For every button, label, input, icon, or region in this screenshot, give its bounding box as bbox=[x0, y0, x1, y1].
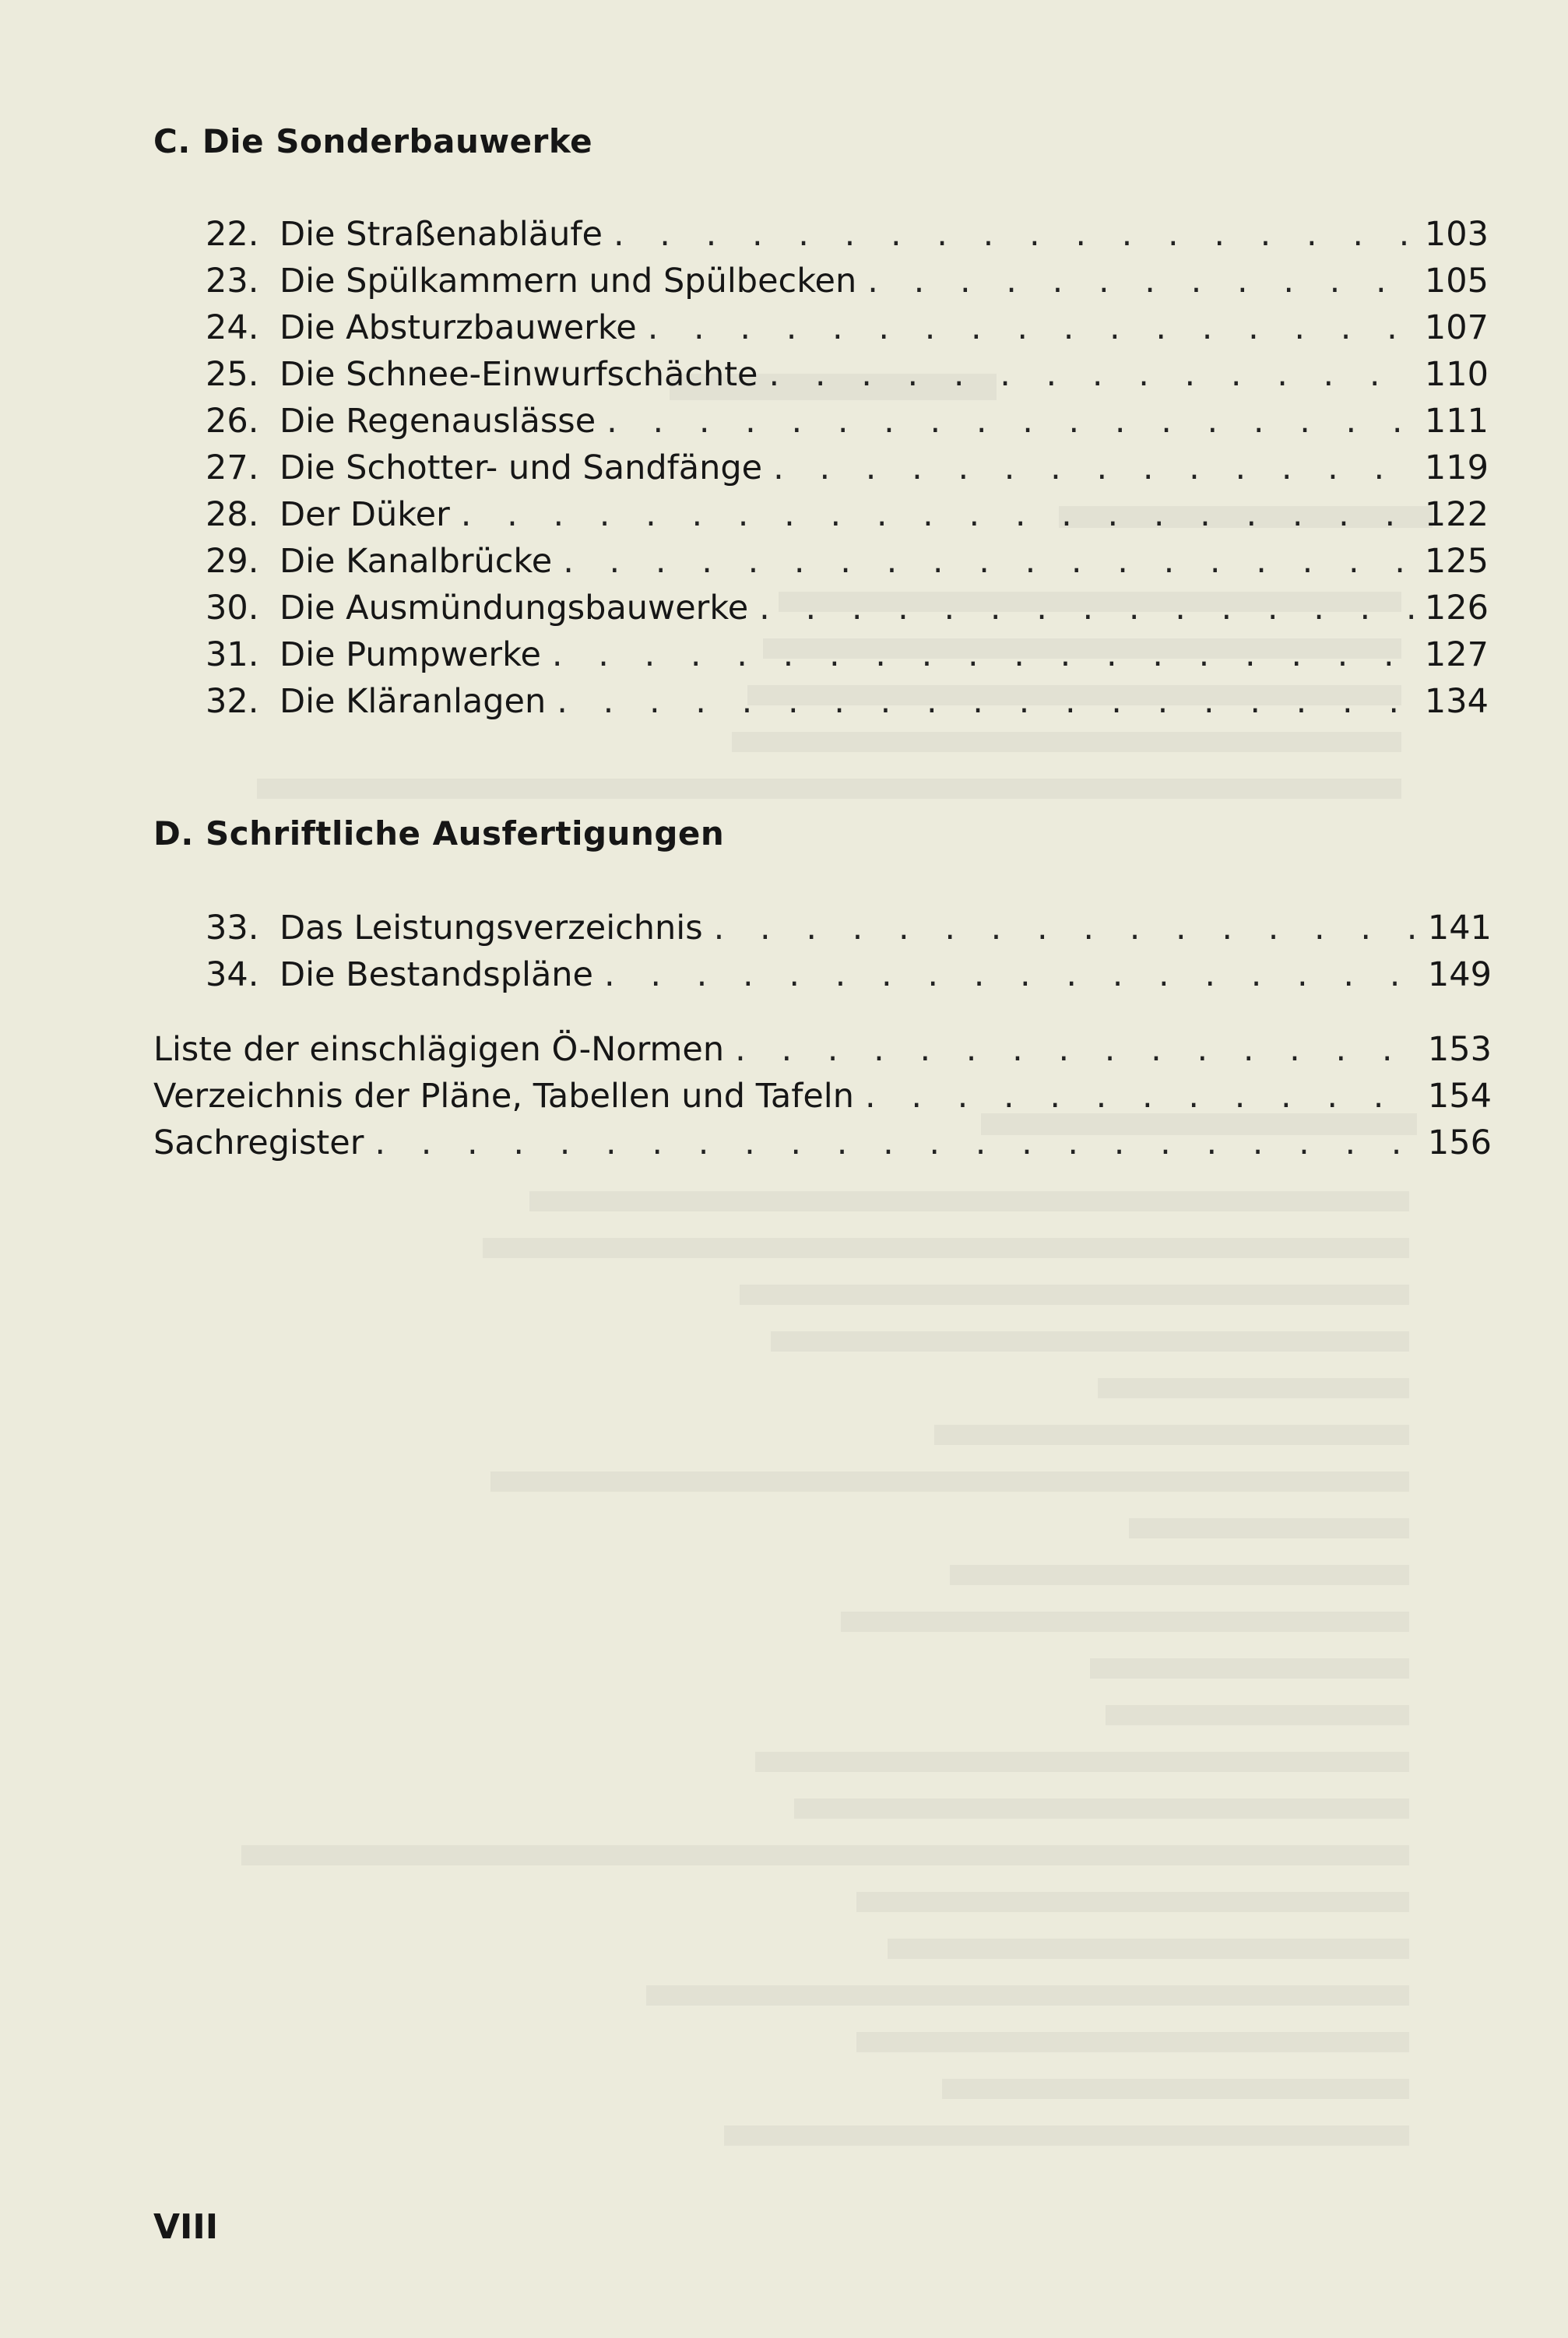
entry-number: 25. bbox=[206, 355, 259, 394]
entry-number: 23. bbox=[206, 262, 259, 301]
entry-number: 31. bbox=[206, 635, 259, 674]
toc-entry bbox=[206, 905, 1492, 951]
entry-number: 33. bbox=[206, 909, 259, 948]
entry-title: Liste der einschlägigen Ö-Normen bbox=[153, 1030, 725, 1069]
toc-entry bbox=[206, 258, 1489, 304]
entry-number: 26. bbox=[206, 402, 259, 441]
entry-number: 27. bbox=[206, 448, 259, 487]
entry-page: 111 bbox=[1424, 402, 1489, 441]
entry-page: 126 bbox=[1424, 589, 1489, 628]
entry-title: Sachregister bbox=[153, 1123, 364, 1162]
entry-page: 127 bbox=[1424, 635, 1489, 674]
entry-page: 134 bbox=[1424, 682, 1489, 721]
entry-title: Die Pumpwerke bbox=[279, 635, 541, 674]
dot-leader bbox=[867, 262, 1414, 301]
dot-leader bbox=[648, 308, 1414, 347]
entry-number: 28. bbox=[206, 495, 259, 534]
dot-leader bbox=[374, 1123, 1417, 1162]
entry-title: Die Absturzbauwerke bbox=[279, 308, 637, 347]
entry-number: 32. bbox=[206, 682, 259, 721]
entry-title: Die Spülkammern und Spülbecken bbox=[279, 262, 857, 301]
dot-leader bbox=[865, 1077, 1417, 1116]
toc-entry bbox=[206, 538, 1489, 585]
toc-entry bbox=[206, 304, 1489, 351]
toc-entry bbox=[153, 1026, 1492, 1073]
dot-leader bbox=[759, 589, 1414, 628]
toc-entry bbox=[206, 951, 1492, 998]
toc-entry bbox=[153, 1073, 1492, 1120]
dot-leader bbox=[773, 448, 1414, 487]
entry-title: Das Leistungsverzeichnis bbox=[279, 909, 703, 948]
toc-entry bbox=[153, 1120, 1492, 1166]
dot-leader bbox=[552, 635, 1414, 674]
entry-title: Verzeichnis der Pläne, Tabellen und Tafeln bbox=[153, 1077, 854, 1116]
section-heading-d: D. Schriftliche Ausfertigungen bbox=[153, 814, 725, 853]
dot-leader bbox=[563, 542, 1414, 581]
entry-title: Die Kläranlagen bbox=[279, 682, 547, 721]
entry-title: Die Bestandspläne bbox=[279, 955, 593, 994]
entry-page: 149 bbox=[1427, 955, 1492, 994]
entry-title: Die Straßenabläufe bbox=[279, 215, 603, 254]
entry-page: 153 bbox=[1427, 1030, 1492, 1069]
entry-number: 24. bbox=[206, 308, 259, 347]
page-number: VIII bbox=[153, 2207, 219, 2247]
toc-entry bbox=[206, 678, 1489, 725]
toc-entry bbox=[206, 631, 1489, 678]
toc-entry bbox=[206, 211, 1489, 258]
toc-entry bbox=[206, 351, 1489, 398]
toc-entry bbox=[206, 491, 1489, 538]
toc-entry bbox=[206, 445, 1489, 491]
entry-title: Die Regenauslässe bbox=[279, 402, 596, 441]
entry-page: 122 bbox=[1424, 495, 1489, 534]
section-heading-c: C. Die Sonderbauwerke bbox=[153, 122, 593, 160]
dot-leader bbox=[461, 495, 1414, 534]
dot-leader bbox=[769, 355, 1414, 394]
entry-number: 34. bbox=[206, 955, 259, 994]
entry-page: 103 bbox=[1424, 215, 1489, 254]
entry-page: 141 bbox=[1427, 909, 1492, 948]
entry-page: 156 bbox=[1427, 1123, 1492, 1162]
entry-number: 30. bbox=[206, 589, 259, 628]
entry-page: 107 bbox=[1424, 308, 1489, 347]
entry-page: 105 bbox=[1424, 262, 1489, 301]
entry-page: 125 bbox=[1424, 542, 1489, 581]
dot-leader bbox=[714, 909, 1417, 948]
dot-leader bbox=[557, 682, 1414, 721]
entry-page: 119 bbox=[1424, 448, 1489, 487]
dot-leader bbox=[604, 955, 1417, 994]
entry-page: 110 bbox=[1424, 355, 1489, 394]
entry-page: 154 bbox=[1427, 1077, 1492, 1116]
toc-entry bbox=[206, 585, 1489, 631]
entry-number: 29. bbox=[206, 542, 259, 581]
dot-leader bbox=[606, 402, 1414, 441]
entry-title: Die Kanalbrücke bbox=[279, 542, 553, 581]
entry-title: Der Düker bbox=[279, 495, 450, 534]
toc-entry bbox=[206, 398, 1489, 445]
entry-title: Die Ausmündungsbauwerke bbox=[279, 589, 749, 628]
entry-number: 22. bbox=[206, 215, 259, 254]
entry-title: Die Schotter- und Sandfänge bbox=[279, 448, 763, 487]
dot-leader bbox=[735, 1030, 1417, 1069]
dot-leader bbox=[613, 215, 1414, 254]
entry-title: Die Schnee-Einwurfschächte bbox=[279, 355, 758, 394]
